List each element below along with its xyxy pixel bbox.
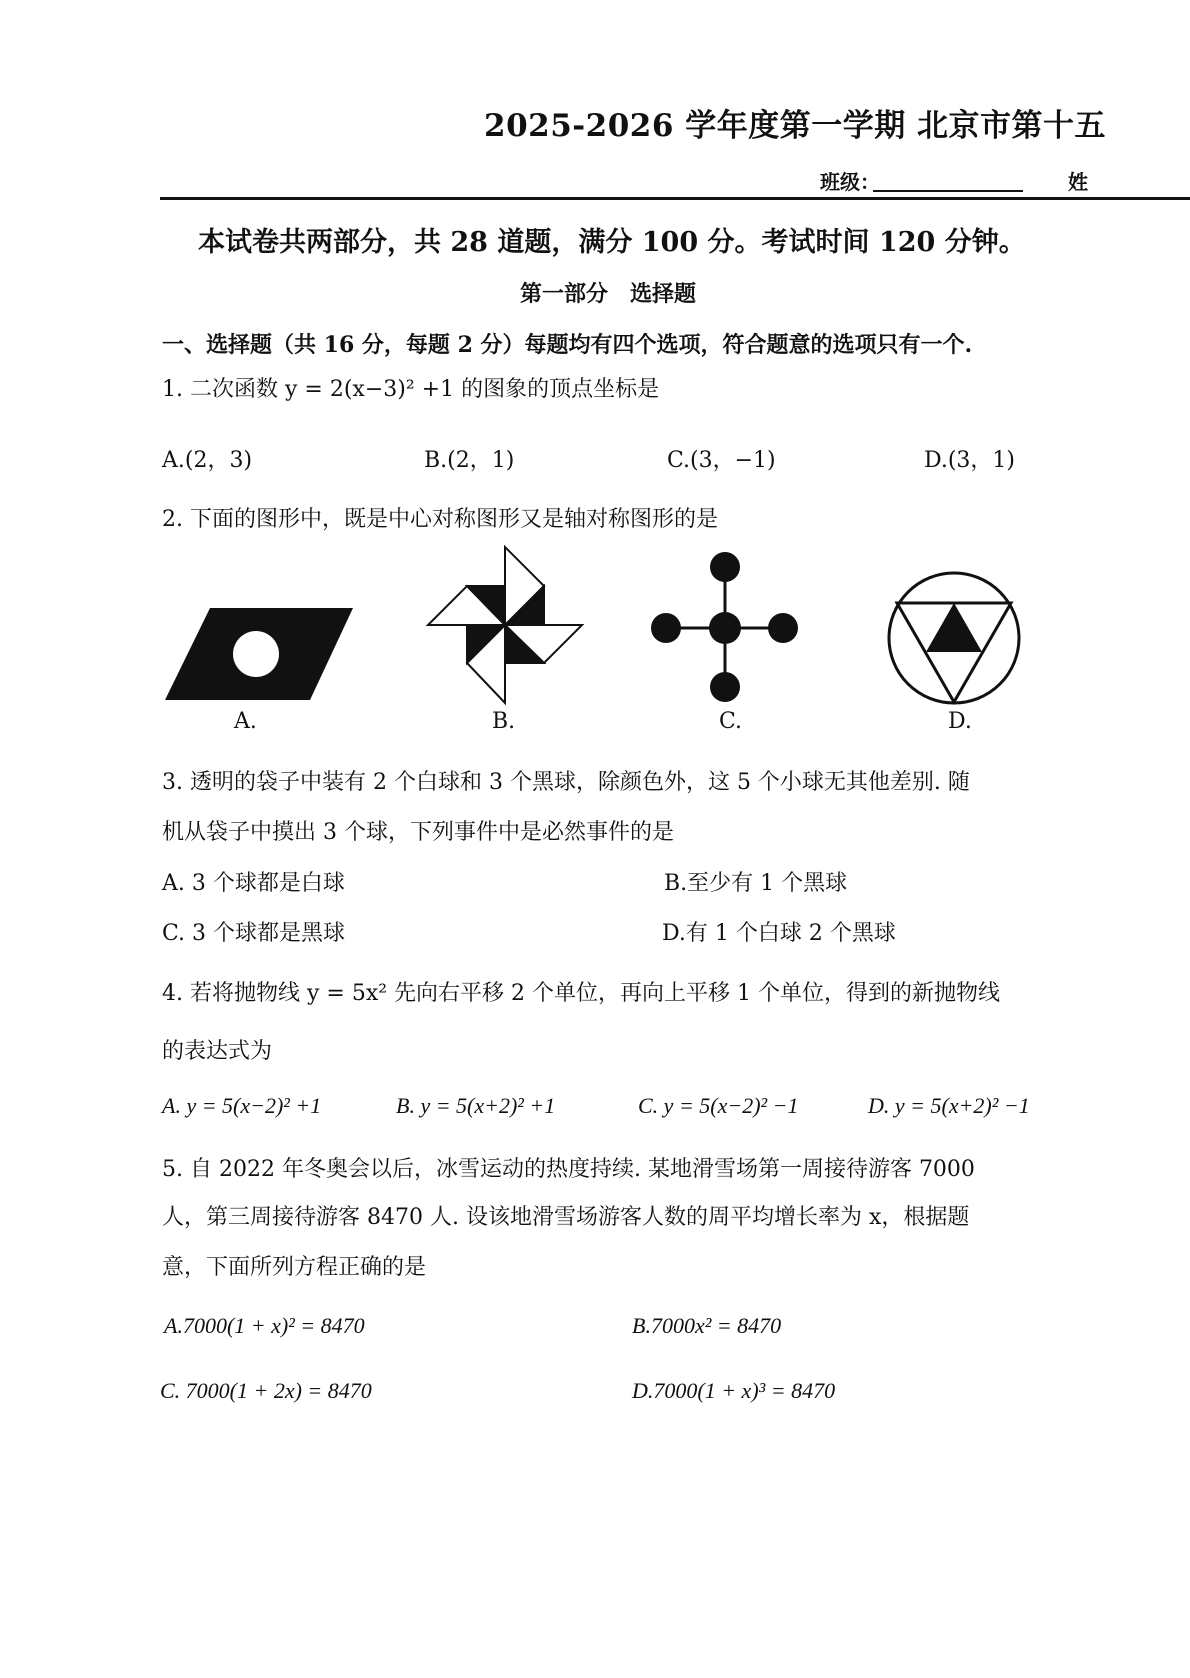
question-5-stem-line1: 5. 自 2022 年冬奥会以后，冰雪运动的热度持续. 某地滑雪场第一周接待游客 7000 — [162, 1157, 975, 1182]
question-3-option-d: D.有 1 个白球 2 个黑球 — [662, 921, 896, 946]
question-4-option-a: A. y = 5(x−2)² +1 — [162, 1093, 322, 1118]
figure-c-label: C. — [719, 709, 743, 734]
question-3-option-a: A. 3 个球都是白球 — [162, 871, 345, 896]
question-5-option-a: A.7000(1 + x)² = 8470 — [164, 1313, 365, 1338]
class-label: 班级： — [820, 170, 880, 194]
figure-d-label: D. — [948, 709, 972, 734]
figure-a-parallelogram-icon — [160, 600, 360, 705]
question-4-option-b: B. y = 5(x+2)² +1 — [396, 1093, 556, 1118]
question-5-stem-line2: 人，第三周接待游客 8470 人. 设该地滑雪场游客人数的周平均增长率为 x，根据题 — [162, 1205, 970, 1230]
figure-b-pinwheel-icon — [425, 543, 585, 708]
question-3-option-c: C. 3 个球都是黑球 — [162, 921, 346, 946]
part-heading: 第一部分 选择题 — [520, 281, 697, 307]
figure-a-label: A. — [234, 709, 257, 734]
header-divider — [160, 197, 1190, 200]
question-1-option-b: B.(2，1) — [424, 448, 515, 473]
question-3-stem-line2: 机从袋子中摸出 3 个球，下列事件中是必然事件的是 — [162, 820, 674, 845]
question-5-stem-line3: 意，下面所列方程正确的是 — [162, 1255, 427, 1280]
name-label: 姓 — [1068, 170, 1088, 194]
question-3-option-b: B.至少有 1 个黑球 — [664, 871, 848, 896]
question-5-option-b: B.7000x² = 8470 — [632, 1313, 782, 1338]
question-4-stem-line2: 的表达式为 — [162, 1039, 273, 1064]
figure-b-label: B. — [492, 709, 516, 734]
question-2-stem: 2. 下面的图形中，既是中心对称图形又是轴对称图形的是 — [162, 507, 718, 532]
exam-instructions: 本试卷共两部分，共 28 道题，满分 100 分。考试时间 120 分钟。 — [198, 227, 1026, 258]
exam-title: 2025-2026 学年度第一学期 北京市第十五 — [484, 108, 1107, 144]
class-blank-line — [873, 190, 1023, 192]
question-4-stem-line1: 4. 若将抛物线 y = 5x² 先向右平移 2 个单位，再向上平移 1 个单位，得到的新抛物线 — [162, 981, 1001, 1006]
question-3-stem-line1: 3. 透明的袋子中装有 2 个白球和 3 个黑球，除颜色外，这 5 个小球无其他差别. 随 — [162, 770, 970, 795]
question-1-stem: 1. 二次函数 y = 2(x−3)² +1 的图象的顶点坐标是 — [162, 377, 660, 402]
question-1-option-d: D.(3，1) — [924, 448, 1016, 473]
question-5-option-c: C. 7000(1 + 2x) = 8470 — [160, 1378, 372, 1403]
question-5-option-d: D.7000(1 + x)³ = 8470 — [632, 1378, 836, 1403]
question-1-option-a: A.(2，3) — [162, 448, 253, 473]
figure-c-balls-icon — [645, 550, 805, 705]
question-1-option-c: C.(3，−1) — [667, 448, 776, 473]
section-heading: 一、选择题（共 16 分，每题 2 分）每题均有四个选项，符合题意的选项只有一个. — [162, 332, 973, 358]
figure-d-circle-triangle-icon — [882, 570, 1027, 710]
question-4-option-d: D. y = 5(x+2)² −1 — [868, 1093, 1030, 1118]
question-4-option-c: C. y = 5(x−2)² −1 — [638, 1093, 799, 1118]
